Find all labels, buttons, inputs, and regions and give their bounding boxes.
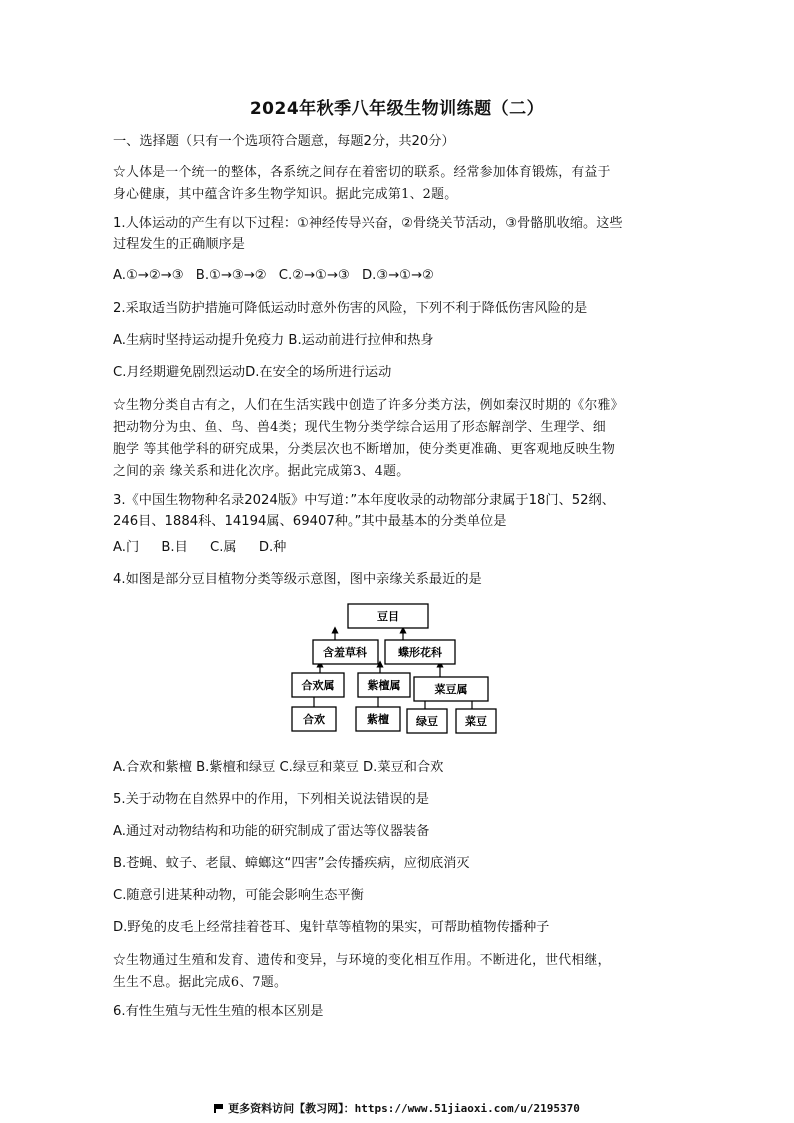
label-species-2: 紫檀 xyxy=(367,713,389,726)
q1-option-c: C.②→①→③ xyxy=(278,268,350,283)
q3-option-b: B.目 xyxy=(161,540,188,555)
label-species-4: 菜豆 xyxy=(465,715,487,728)
q2-stem: 2.采取适当防护措施可降低运动时意外伤害的风险，下列不利于降低伤害风险的是 xyxy=(113,301,588,316)
q5-option-a: A.通过对动物结构和功能的研究制成了雷达等仪器装备 xyxy=(113,824,430,839)
label-genus-3: 菜豆属 xyxy=(434,683,468,696)
intro-2-line-3: 胞学 等其他学科的研究成果，分类层次也不断增加，使分类更准确、更客观地反映生物 xyxy=(113,442,616,457)
q1-option-a: A.①→②→③ xyxy=(113,268,184,283)
intro-2-line-4: 之间的亲 缘关系和进化次序。据此完成第3、4题。 xyxy=(113,464,410,479)
q5-stem: 5.关于动物在自然界中的作用，下列相关说法错误的是 xyxy=(113,792,429,807)
q4-stem: 4.如图是部分豆目植物分类等级示意图，图中亲缘关系最近的是 xyxy=(113,572,482,587)
q2-options-line-1: A.生病时坚持运动提升免疫力 B.运动前进行拉伸和热身 xyxy=(113,333,434,348)
q4-options: A.合欢和紫檀 B.紫檀和绿豆 C.绿豆和菜豆 D.菜豆和合欢 xyxy=(113,760,444,775)
flag-icon xyxy=(214,1104,224,1113)
q3-stem-line-2: 246目、1884科、14194属、69407种。”其中最基本的分类单位是 xyxy=(113,514,507,529)
q3-stem-line-1: 3.《中国生物物种名录2024版》中写道：”本年度收录的动物部分隶属于18门、52纲、 xyxy=(113,493,615,508)
q1-option-b: B.①→③→② xyxy=(195,268,267,283)
footer-link[interactable]: 更多资料访问【教习网】：https://www.51jiaoxi.com/u/2195370 xyxy=(228,1102,580,1115)
label-genus-1: 合欢属 xyxy=(301,679,335,692)
q3-option-a: A.门 xyxy=(113,540,140,555)
q5-option-d: D.野兔的皮毛上经常挂着苍耳、鬼针草等植物的果实，可帮助植物传播种子 xyxy=(113,920,550,935)
classification-diagram xyxy=(280,600,520,750)
label-order: 豆目 xyxy=(377,610,399,623)
q3-option-c: C.属 xyxy=(210,540,237,555)
label-species-3: 绿豆 xyxy=(416,715,438,728)
q1-option-d: D.③→①→② xyxy=(361,268,434,283)
intro-3-line-2: 生生不息。据此完成6、7题。 xyxy=(113,975,288,990)
q5-option-b: B.苍蝇、蚊子、老鼠、蟑螂这“四害”会传播疾病，应彻底消灭 xyxy=(113,856,470,871)
label-genus-2: 紫檀属 xyxy=(367,679,401,692)
q1-options xyxy=(113,266,693,286)
intro-2-line-1: ☆生物分类自古有之，人们在生活实践中创造了许多分类方法，例如秦汉时期的《尔雅》 xyxy=(113,398,624,413)
label-family-2: 蝶形花科 xyxy=(398,646,442,659)
page-title: 2024年秋季八年级生物训练题（二） xyxy=(249,99,545,119)
q1-stem-line-2: 过程发生的正确顺序是 xyxy=(113,237,245,252)
intro-3-line-1: ☆生物通过生殖和发育、遗传和变异，与环境的变化相互作用。不断进化，世代相继， xyxy=(113,953,611,968)
intro-1-line-2: 身心健康，其中蕴含许多生物学知识。据此完成第1、2题。 xyxy=(113,187,458,202)
intro-1-line-1: ☆人体是一个统一的整体，各系统之间存在着密切的联系。经常参加体育锻炼，有益于 xyxy=(113,165,611,180)
intro-2-line-2: 把动物分为虫、鱼、鸟、兽4类；现代生物分类学综合运用了形态解剖学、生理学、细 xyxy=(113,420,607,435)
q3-options xyxy=(113,538,693,558)
label-species-1: 合欢 xyxy=(303,713,325,726)
footer xyxy=(0,1100,794,1116)
label-family-1: 含羞草科 xyxy=(323,646,367,659)
q5-option-c: C.随意引进某种动物，可能会影响生态平衡 xyxy=(113,888,364,903)
section-heading: 一、选择题（只有一个选项符合题意，每题2分，共20分） xyxy=(113,134,455,149)
q3-option-d: D.种 xyxy=(258,540,287,555)
q1-stem-line-1: 1.人体运动的产生有以下过程：①神经传导兴奋，②骨绕关节活动，③骨骼肌收缩。这些 xyxy=(113,216,623,231)
q6-stem: 6.有性生殖与无性生殖的根本区别是 xyxy=(113,1004,324,1019)
q2-options-line-2: C.月经期避免剧烈运动D.在安全的场所进行运动 xyxy=(113,365,392,380)
